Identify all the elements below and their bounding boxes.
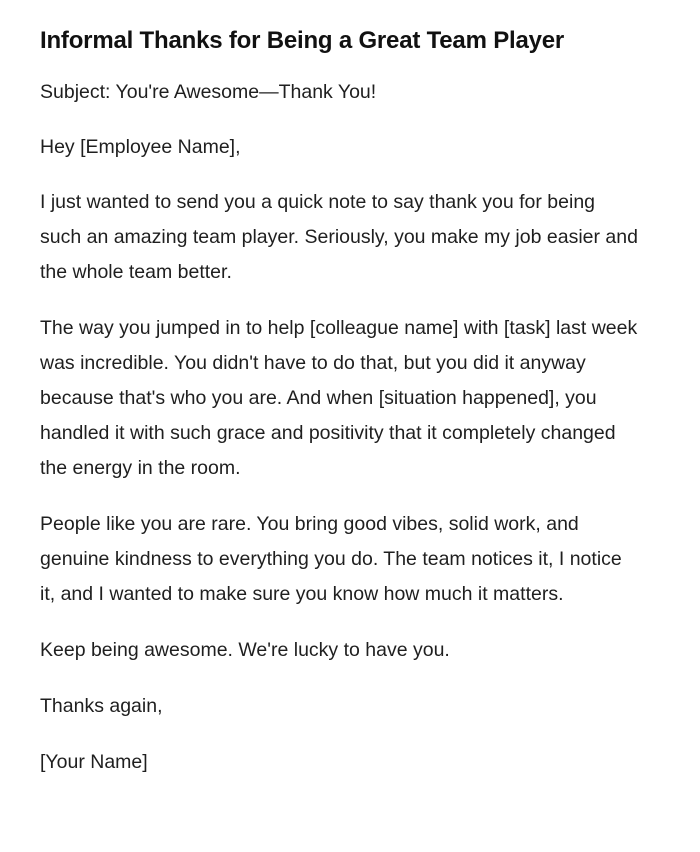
letter-greeting: Hey [Employee Name], [40, 136, 241, 158]
letter-signature: [Your Name] [40, 751, 148, 773]
email-subject-line: Subject: You're Awesome—Thank You! [40, 81, 377, 103]
body-paragraph-4: Keep being awesome. We're lucky to have you. [40, 639, 450, 661]
document-title: Informal Thanks for Being a Great Team Player [40, 27, 565, 54]
body-paragraph-3: People like you are rare. You bring good vibes, solid work, and genuine kindness to everything you do. The team notices it, I notice it, and I wanted to make sure you know how much it matters. [40, 513, 622, 605]
body-paragraph-1: I just wanted to send you a quick note to say thank you for being such an amazing team player. Seriously, you make my job easier and the whole team better. [40, 191, 638, 283]
body-paragraph-2: The way you jumped in to help [colleague name] with [task] last week was incredible. You didn't have to do that, but you did it anyway because that's who you are. And when [situation happened], you handled it with such grace and positivity that it completely changed the energy in the room. [40, 317, 638, 479]
letter-closing: Thanks again, [40, 695, 163, 717]
letter-document [40, 26, 640, 801]
